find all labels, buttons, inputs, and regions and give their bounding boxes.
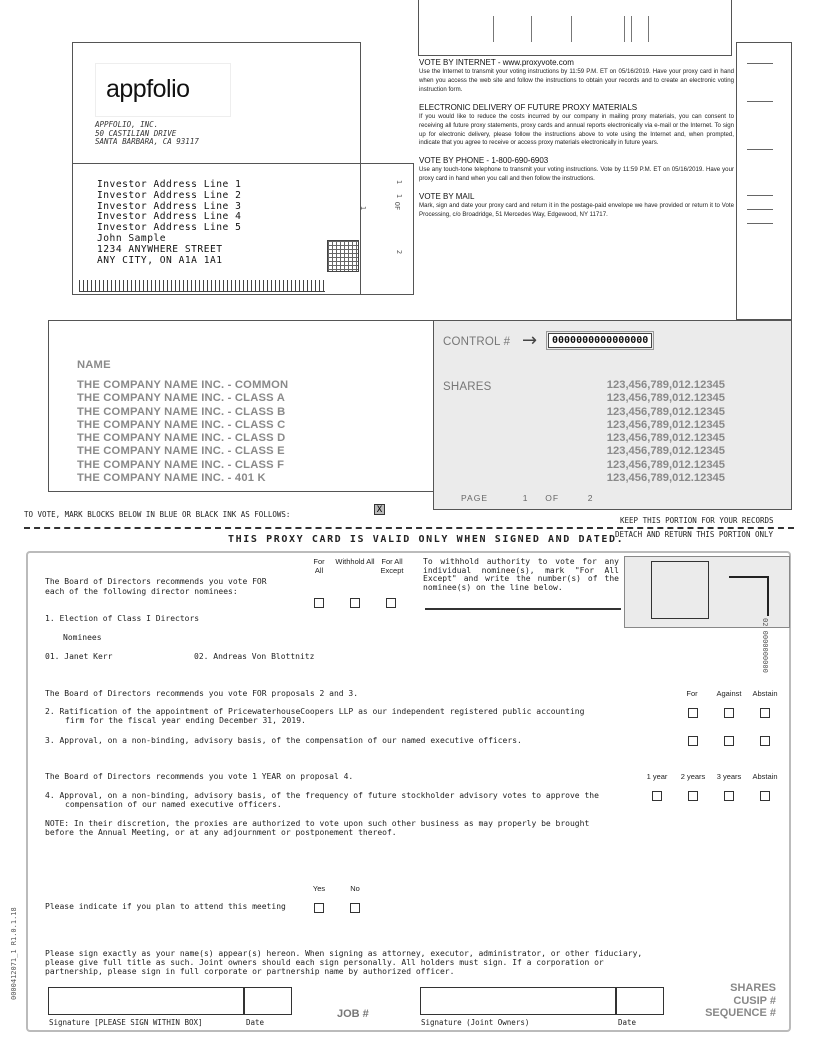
side-code-right: 02 0000000000 <box>761 618 769 673</box>
item2-for-checkbox[interactable] <box>688 708 698 718</box>
col-against: Against <box>716 689 742 698</box>
col-3-years: 3 years <box>716 772 742 781</box>
share-value: 123,456,789,012.12345 <box>606 405 725 418</box>
cusip-footer: CUSIP # <box>733 994 776 1007</box>
share-value: 123,456,789,012.12345 <box>606 418 725 431</box>
col-for: For <box>686 689 698 698</box>
col-abstain-4: Abstain <box>752 772 778 781</box>
tab-mark <box>747 101 773 102</box>
recipient-address-box <box>72 163 361 295</box>
page-tab-2: 1 <box>395 193 404 199</box>
item-1: 1. Election of Class I Directors <box>45 614 200 623</box>
except-write-line[interactable] <box>425 608 621 610</box>
board-proposals-23: The Board of Directors recommends you vote FOR proposals 2 and 3. <box>45 689 359 698</box>
tab-mark <box>747 149 773 150</box>
barcode-box <box>418 0 732 56</box>
barcode-tick <box>531 16 532 42</box>
phone-text: Use any touch-tone telephone to transmit your voting instructions. Vote by 11:59 P.M. ET on 05/16/2019. Have your proxy card in hand when you call and then follow the instructions. <box>419 166 734 183</box>
attend-no-checkbox[interactable] <box>350 903 360 913</box>
share-value: 123,456,789,012.12345 <box>606 432 725 445</box>
joint-date-label: Date <box>618 1018 637 1027</box>
control-label: CONTROL # <box>443 336 511 348</box>
company-logo <box>95 63 231 117</box>
barcode-tick <box>624 16 625 42</box>
barcode-tick <box>631 16 632 42</box>
shares-label: SHARES <box>443 381 492 393</box>
company-line: THE COMPANY NAME INC. - 401 K <box>77 472 266 485</box>
company-line: THE COMPANY NAME INC. - COMMON <box>77 379 289 391</box>
board-proposal-4: The Board of Directors recommends you vote 1 YEAR on proposal 4. <box>45 772 354 781</box>
share-value: 123,456,789,012.12345 <box>606 392 725 405</box>
item4-1year-checkbox[interactable] <box>652 791 662 801</box>
shares-list <box>607 379 725 485</box>
detach-portion-text: DETACH AND RETURN THIS PORTION ONLY <box>615 530 774 539</box>
item3-abstain-checkbox[interactable] <box>760 736 770 746</box>
holdings-left-box <box>48 320 434 492</box>
company-line: THE COMPANY NAME INC. - CLASS E <box>77 445 285 458</box>
col-withhold-all: Withhold All <box>335 557 375 566</box>
date-box[interactable] <box>244 987 292 1015</box>
date-label: Date <box>246 1018 265 1027</box>
mail-text: Mark, sign and date your proxy card and return it in the postage-paid envelope we have provided or return it to Vote Processing, c/o Broadridge, 51 Mercedes Way, Edgewood, NY 11717. <box>419 202 734 219</box>
scan-square <box>651 561 709 619</box>
page-tab <box>360 163 414 295</box>
mark-sample-icon: X <box>374 504 385 515</box>
item3-for-checkbox[interactable] <box>688 736 698 746</box>
withhold-instructions: To withhold authority to vote for any individual nominee(s), mark "For All Except" and write the number(s) of the nominee(s) on the line below. <box>423 557 619 592</box>
barcode-tick <box>571 16 572 42</box>
name-label: NAME <box>77 359 111 371</box>
company-line: THE COMPANY NAME INC. - CLASS B <box>77 405 286 418</box>
company-line: THE COMPANY NAME INC. - CLASS A <box>77 392 285 405</box>
signature-box[interactable] <box>48 987 244 1015</box>
page-tab-of: OF <box>393 201 402 211</box>
page-tab-1: 1 <box>395 179 404 185</box>
return-address-box <box>72 42 361 164</box>
item-3: 3. Approval, on a non-binding, advisory basis, of the compensation of our named executive officers. <box>45 736 522 745</box>
internet-text: Use the Internet to transmit your voting instructions by 11:59 P.M. ET on 05/16/2019. Have your proxy card in hand when you access the web site and follow the instructions to obtain your records and to create an electronic voting instruction form. <box>419 68 734 93</box>
share-value: 123,456,789,012.12345 <box>606 379 725 391</box>
internet-title: VOTE BY INTERNET - www.proxyvote.com <box>419 58 574 67</box>
footer-codes <box>705 982 776 1020</box>
item2-abstain-checkbox[interactable] <box>760 708 770 718</box>
joint-signature-label: Signature (Joint Owners) <box>421 1018 530 1027</box>
col-abstain: Abstain <box>752 689 778 698</box>
keep-portion-text: KEEP THIS PORTION FOR YOUR RECORDS <box>620 516 774 525</box>
col-1-year: 1 year <box>646 772 668 781</box>
page-tab-3: 1 <box>359 205 368 211</box>
barcode-tick <box>648 16 649 42</box>
item3-against-checkbox[interactable] <box>724 736 734 746</box>
item4-abstain-checkbox[interactable] <box>760 791 770 801</box>
page-tab-4: 2 <box>395 249 404 255</box>
col-yes: Yes <box>312 884 326 893</box>
mark-instructions: TO VOTE, MARK BLOCKS BELOW IN BLUE OR BLACK INK AS FOLLOWS: <box>24 510 291 519</box>
col-no: No <box>350 884 360 893</box>
discretion-note: NOTE: In their discretion, the proxies are authorized to vote upon such other business as may properly be brought before the Annual Meeting, or at any adjournment or postponement thereof. <box>45 819 590 837</box>
company-address: APPFOLIO, INC. 50 CASTILIAN DRIVE SANTA BARBARA, CA 93117 <box>95 120 199 146</box>
attend-yes-checkbox[interactable] <box>314 903 324 913</box>
joint-date-box[interactable] <box>616 987 664 1015</box>
for-all-checkbox[interactable] <box>314 598 324 608</box>
share-value: 123,456,789,012.12345 <box>606 445 725 458</box>
cut-line <box>24 527 794 529</box>
tab-mark <box>747 209 773 210</box>
for-all-except-checkbox[interactable] <box>386 598 396 608</box>
voting-instructions <box>419 58 734 228</box>
valid-only-text: THIS PROXY CARD IS VALID ONLY WHEN SIGNED AND DATED. <box>228 534 625 545</box>
job-label: JOB # <box>337 1008 369 1020</box>
company-list <box>77 379 288 485</box>
tab-mark <box>747 63 773 64</box>
scan-corner <box>729 576 769 616</box>
electronic-text: If you would like to reduce the costs incurred by our company in mailing proxy materials, you can consent to receiving all future proxy statements, proxy cards and annual reports electronically via e-mail or the Internet. To sign up for electronic delivery, please follow the instructions above to vote using the Internet and, when prompted, indicate that you agree to receive or access proxy materials electronically in future years. <box>419 112 734 147</box>
col-for-all: For All <box>313 557 325 575</box>
electronic-title: ELECTRONIC DELIVERY OF FUTURE PROXY MATERIALS <box>419 102 638 112</box>
page-indicator: PAGE 1 OF 2 <box>461 493 594 503</box>
nominee-2: 02. Andreas Von Blottnitz <box>194 652 315 661</box>
logo-text: appfolio <box>106 75 190 103</box>
col-for-all-except: For All Except <box>380 557 404 575</box>
withhold-all-checkbox[interactable] <box>350 598 360 608</box>
item2-against-checkbox[interactable] <box>724 708 734 718</box>
recipient-address: Investor Address Line 1 Investor Address Line 2 Investor Address Line 3 Investor Address Line 4 Investor Address Line 5 John Sample 1234 ANYWHERE STREET ANY CITY, ON A1A 1A1 <box>97 179 242 266</box>
shares-footer: SHARES <box>730 982 776 994</box>
tab-mark <box>747 223 773 224</box>
item-4: 4. Approval, on a non-binding, advisory basis, of the frequency of future stockholder advisory votes to approve the compensation of our named executive officers. <box>45 791 599 809</box>
item-2: 2. Ratification of the appointment of PricewaterhouseCoopers LLP as our independent registered public accounting firm for the fiscal year ending December 31, 2019. <box>45 707 585 725</box>
barcode-tick <box>493 16 494 42</box>
col-2-years: 2 years <box>680 772 706 781</box>
control-arrow-icon: → <box>522 330 538 351</box>
joint-signature-box[interactable] <box>420 987 616 1015</box>
phone-title: VOTE BY PHONE - 1-800-690-6903 <box>419 156 549 166</box>
signature-label: Signature [PLEASE SIGN WITHIN BOX] <box>49 1018 203 1027</box>
side-tab <box>736 42 792 320</box>
control-number: 0000000000000000 <box>548 333 652 348</box>
nominee-1: 01. Janet Kerr <box>45 652 113 661</box>
qr-code-icon <box>327 240 359 272</box>
mail-title: VOTE BY MAIL <box>419 192 475 202</box>
postal-barcode <box>79 280 325 292</box>
sequence-footer: SEQUENCE # <box>705 1007 776 1019</box>
share-value: 123,456,789,012.12345 <box>606 458 725 471</box>
attend-text: Please indicate if you plan to attend this meeting <box>45 902 286 911</box>
board-intro: The Board of Directors recommends you vote FOR each of the following director nominees: <box>45 577 267 596</box>
side-code-left: 0000412071_1 R1.0.1.18 <box>10 907 18 1000</box>
holdings-right-box <box>433 320 792 510</box>
item4-3years-checkbox[interactable] <box>724 791 734 801</box>
share-value: 123,456,789,012.12345 <box>606 472 725 485</box>
nominees-label: Nominees <box>63 633 102 642</box>
company-line: THE COMPANY NAME INC. - CLASS D <box>77 432 286 445</box>
tab-mark <box>747 195 773 196</box>
sign-instructions: Please sign exactly as your name(s) appear(s) hereon. When signing as attorney, executor, administrator, or other fiduciary, please give full title as such. Joint owners should each sign personally. All holders must sign. If a corporation or partnership, please sign in full corporate or partnership name by authorized officer. <box>45 949 643 976</box>
company-line: THE COMPANY NAME INC. - CLASS F <box>77 458 285 471</box>
item4-2years-checkbox[interactable] <box>688 791 698 801</box>
company-line: THE COMPANY NAME INC. - CLASS C <box>77 418 286 431</box>
